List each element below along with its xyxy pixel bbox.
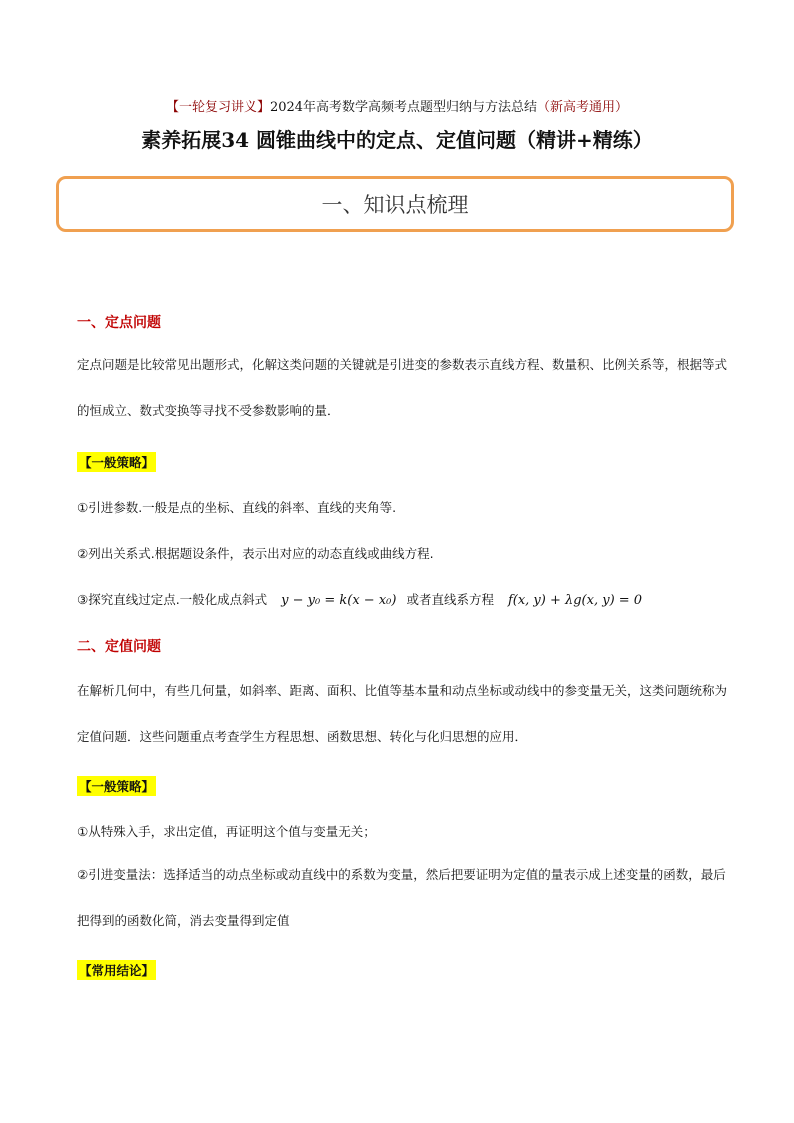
section-banner [56, 176, 734, 232]
section-label: 一、知识点梳理 [321, 193, 469, 217]
formula-point-slope: y − y₀ = k(x − x₀) [281, 593, 397, 608]
strategy-2-item-1: ①从特殊入手，求出定值，再证明这个值与变量无关； [77, 824, 376, 839]
conclusion-badge: 【常用结论】 [77, 960, 156, 980]
heading-fixed-value: 二、定值问题 [77, 639, 161, 655]
heading-fixed-point: 一、定点问题 [77, 315, 161, 331]
strategy-badge-2: 【一般策略】 [77, 776, 156, 796]
strategy-badge-1: 【一般策略】 [77, 452, 156, 472]
connector-text: 或者直线系方程 [406, 592, 494, 607]
series-header [0, 96, 794, 115]
page-title: 素养拓展34 圆锥曲线中的定点、定值问题（精讲+精练） [141, 128, 653, 152]
strategy-1-item-1: ①引进参数.一般是点的坐标、直线的斜率、直线的夹角等. [77, 500, 397, 515]
series-text: 2024年高考数学高频考点题型归纳与方法总结 [269, 100, 538, 115]
strategy-1-item-3 [77, 590, 642, 608]
strategy-2-item-2: ②引进变量法：选择适当的动点坐标或动直线中的系数为变量，然后把要证明为定值的量表示成上述变量的函数，最后把得到的函数化简，消去变量得到定值 [77, 867, 726, 928]
strategy-1-item-3-text: ③探究直线过定点.一般化成点斜式 [77, 592, 268, 607]
strategy-1-item-2: ②列出关系式.根据题设条件，表示出对应的动态直线或曲线方程. [77, 546, 434, 561]
series-suffix: （新高考通用） [537, 100, 629, 115]
paragraph-fixed-value: 在解析几何中，有些几何量，如斜率、距离、面积、比值等基本量和动点坐标或动线中的参变量无关，这类问题统称为定值问题．这些问题重点考查学生方程思想、函数思想、转化与化归思想的应用． [77, 683, 728, 744]
paragraph-fixed-point: 定点问题是比较常见出题形式，化解这类问题的关键就是引进变的参数表示直线方程、数量积、比例关系等，根据等式的恒成立、数式变换等寻找不受参数影响的量． [77, 357, 728, 418]
formula-line-family: f(x, y) + λg(x, y) = 0 [507, 593, 643, 608]
series-tag: 【一轮复习讲义】 [165, 100, 270, 115]
